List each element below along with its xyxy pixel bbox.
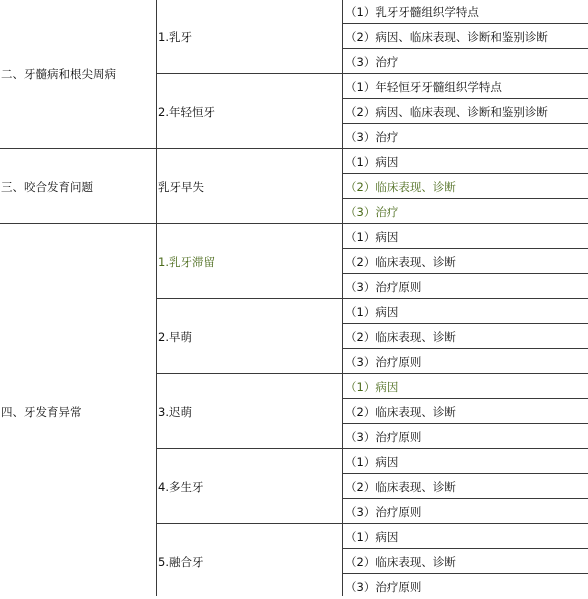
grid-line	[342, 0, 343, 596]
section-title: 二、牙髓病和根尖周病	[1, 67, 116, 81]
topic-item: （3）治疗	[345, 54, 399, 69]
grid-line	[156, 298, 588, 299]
topic-item: （1）病因	[345, 454, 399, 469]
grid-line	[342, 98, 588, 99]
subtopic-label: 乳牙早失	[158, 179, 204, 194]
topic-item: （1）病因	[345, 529, 399, 544]
topic-item: （2）临床表现、诊断	[345, 404, 456, 419]
grid-line	[342, 323, 588, 324]
subtopic-label: 5.融合牙	[158, 554, 204, 569]
topic-item: （2）临床表现、诊断	[345, 479, 456, 494]
topic-item: （1）病因	[345, 304, 399, 319]
topic-item: （1）乳牙牙髓组织学特点	[345, 4, 479, 19]
grid-line	[342, 473, 588, 474]
subtopic-label: 1.乳牙滞留	[158, 254, 215, 269]
subtopic-label: 4.多生牙	[158, 479, 204, 494]
topic-item: （1）病因	[345, 229, 399, 244]
topic-item: （3）治疗	[345, 129, 399, 144]
topic-item: （3）治疗原则	[345, 279, 422, 294]
grid-line	[342, 248, 588, 249]
topic-item: （2）临床表现、诊断	[345, 179, 456, 194]
grid-line	[156, 73, 588, 74]
grid-line	[156, 0, 157, 596]
grid-line	[342, 573, 588, 574]
grid-line	[342, 273, 588, 274]
grid-line	[342, 548, 588, 549]
subtopic-label: 3.迟萌	[158, 404, 192, 419]
subtopic-label: 2.早萌	[158, 329, 192, 344]
grid-line	[342, 398, 588, 399]
grid-line	[342, 173, 588, 174]
topic-item: （1）病因	[345, 154, 399, 169]
grid-line	[342, 48, 588, 49]
grid-line	[156, 448, 588, 449]
topic-item: （3）治疗原则	[345, 429, 422, 444]
topic-item: （2）临床表现、诊断	[345, 554, 456, 569]
topic-item: （3）治疗原则	[345, 504, 422, 519]
section-title: 三、咬合发育问题	[1, 179, 93, 194]
topic-item: （3）治疗原则	[345, 354, 422, 369]
topic-item: （2）病因、临床表现、诊断和鉴别诊断	[345, 104, 548, 119]
grid-line	[0, 223, 588, 224]
topic-item: （3）治疗	[345, 204, 399, 219]
grid-line	[342, 198, 588, 199]
grid-line	[342, 423, 588, 424]
grid-line	[342, 498, 588, 499]
grid-line	[156, 373, 588, 374]
grid-line	[342, 123, 588, 124]
grid-line	[0, 148, 588, 149]
topic-item: （3）治疗原则	[345, 579, 422, 594]
topic-item: （2）临床表现、诊断	[345, 329, 456, 344]
topic-item: （2）临床表现、诊断	[345, 254, 456, 269]
grid-line	[342, 348, 588, 349]
section-title: 四、牙发育异常	[1, 404, 82, 419]
topic-item: （1）病因	[345, 379, 399, 394]
grid-line	[342, 23, 588, 24]
subtopic-label: 1.乳牙	[158, 29, 192, 44]
topic-item: （1）年轻恒牙牙髓组织学特点	[345, 79, 502, 94]
grid-line	[156, 523, 588, 524]
topic-item: （2）病因、临床表现、诊断和鉴别诊断	[345, 29, 548, 44]
subtopic-label: 2.年轻恒牙	[158, 104, 215, 119]
